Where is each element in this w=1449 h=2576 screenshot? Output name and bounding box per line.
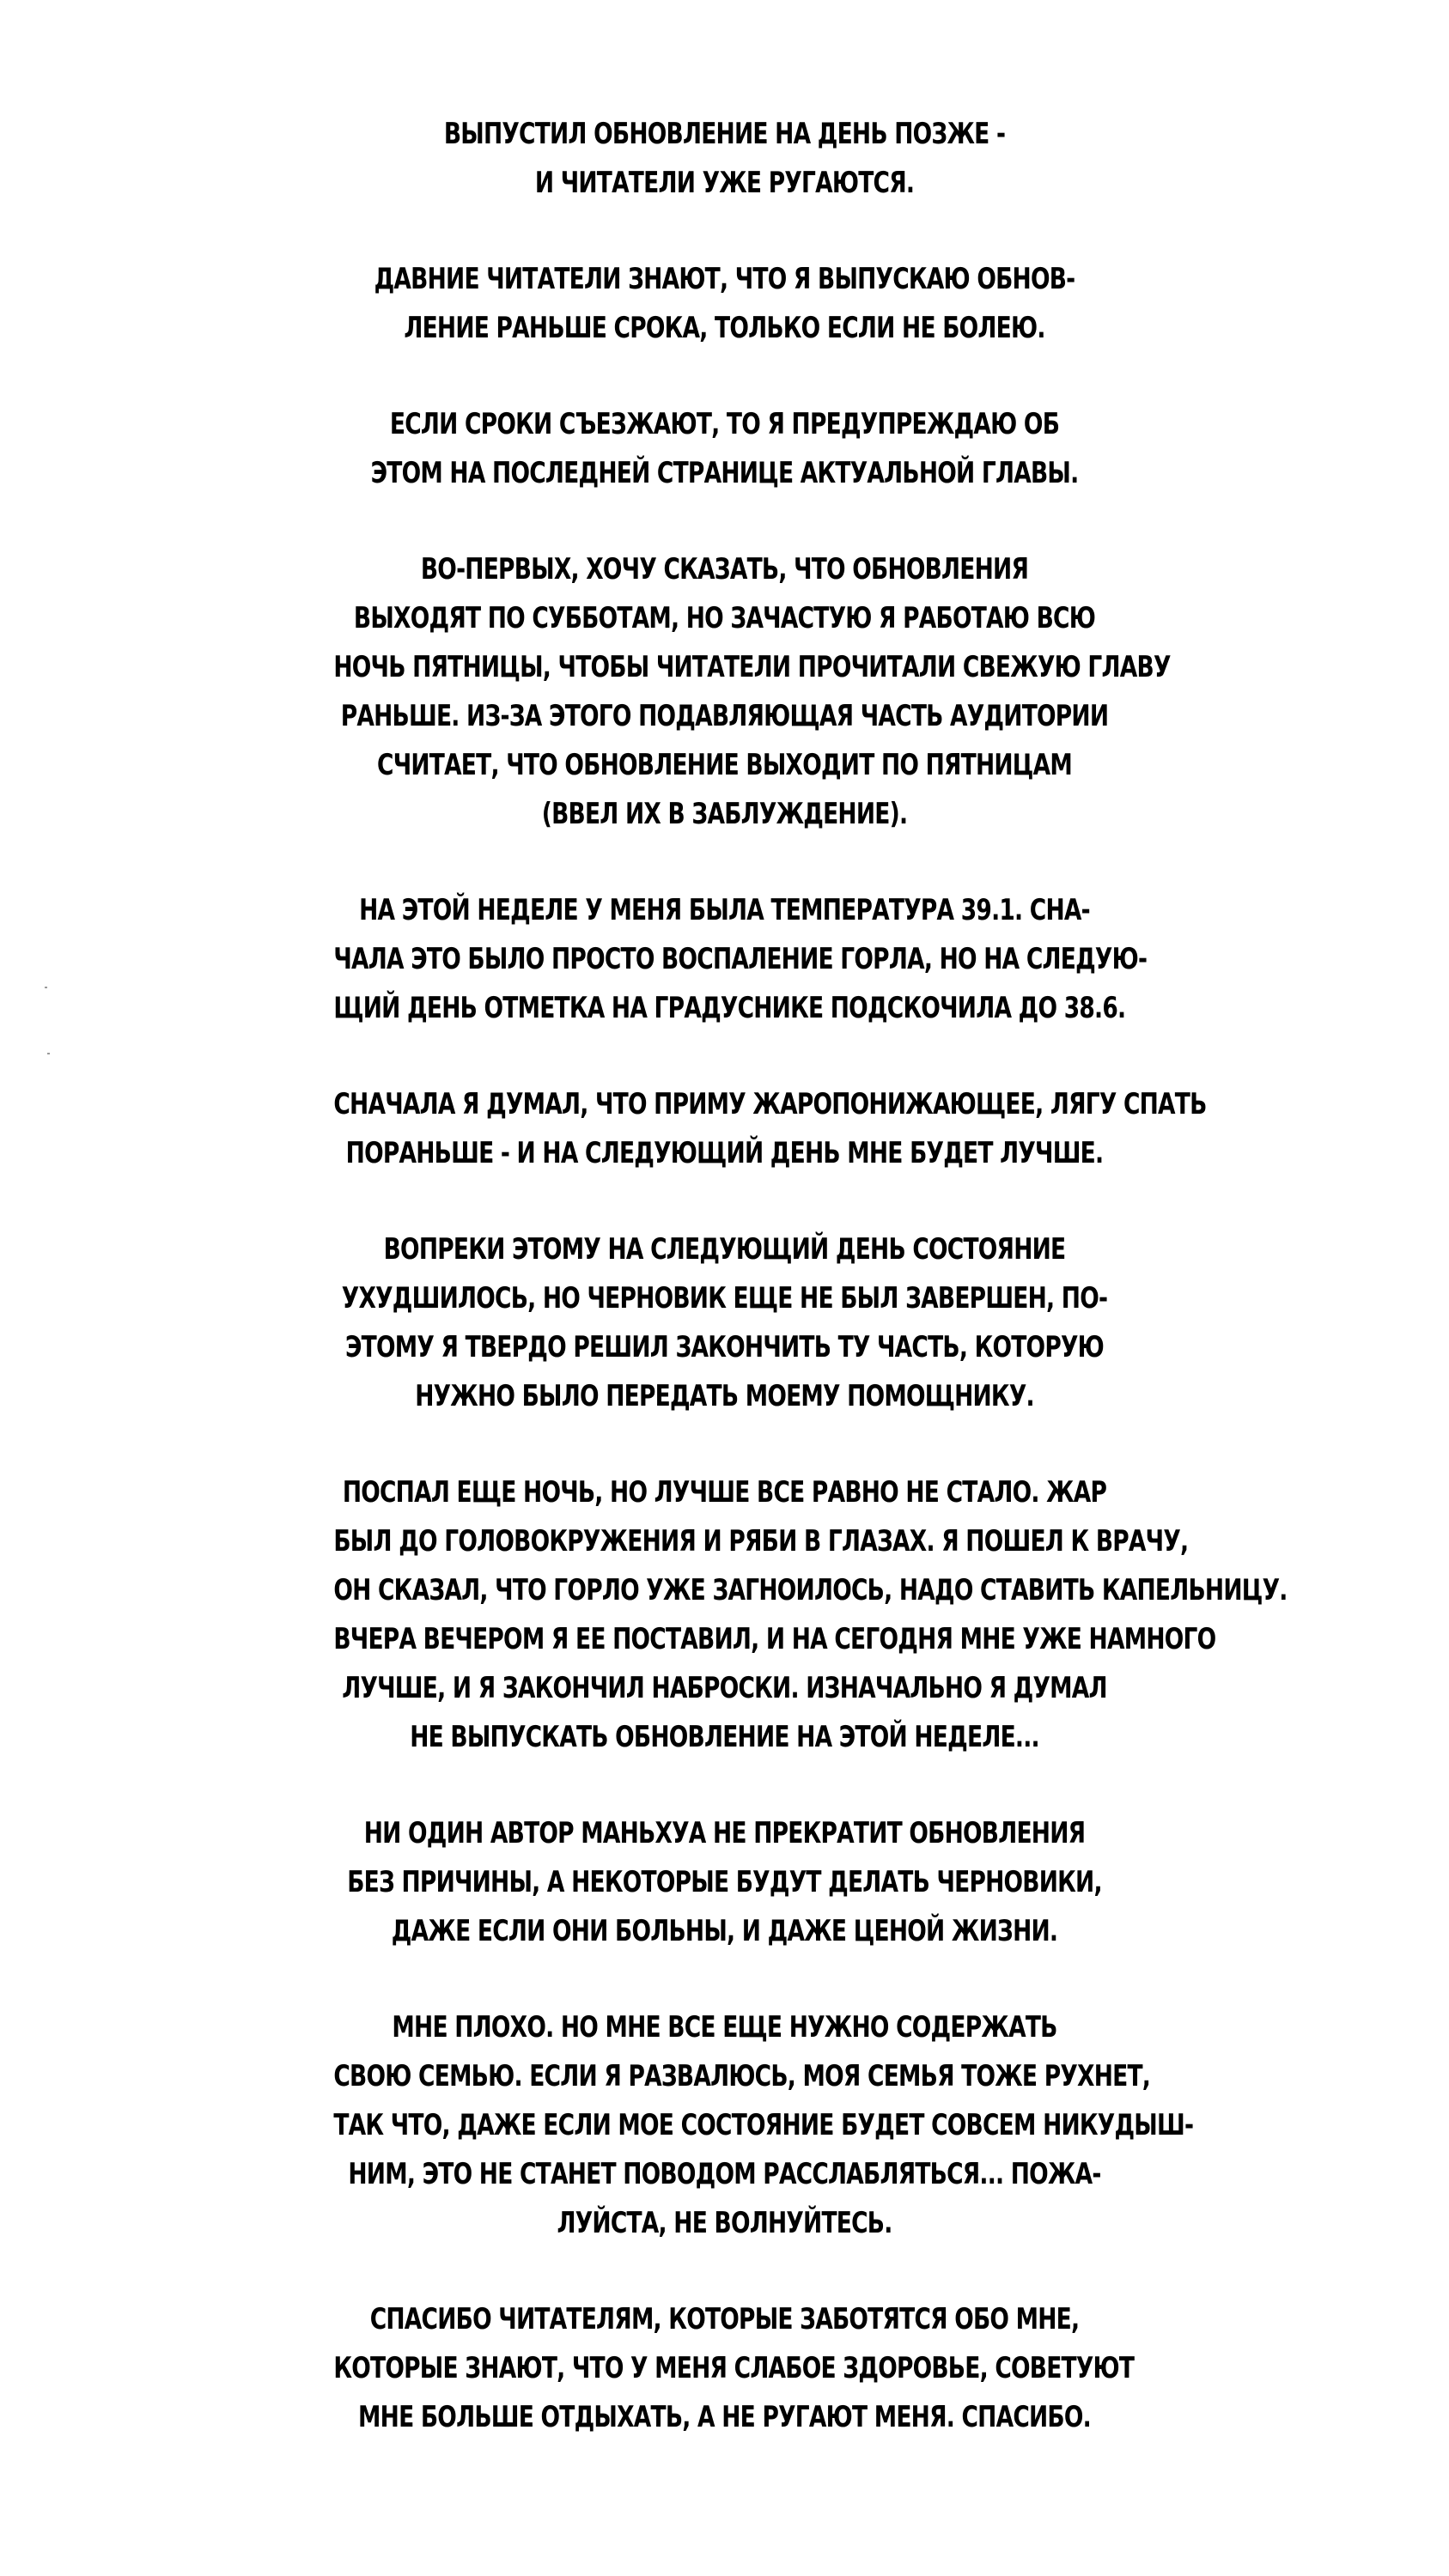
text-line: ВЫПУСТИЛ ОБНОВЛЕНИЕ НА ДЕНЬ ПОЗЖЕ - xyxy=(443,117,1006,151)
text-line: ДАВНИЕ ЧИТАТЕЛИ ЗНАЮТ, ЧТО Я ВЫПУСКАЮ ОБНОВ- xyxy=(374,262,1075,296)
text-line: СПАСИБО ЧИТАТЕЛЯМ, КОТОРЫЕ ЗАБОТЯТСЯ ОБО МНЕ, xyxy=(369,2302,1080,2336)
text-line: ЭТОМ НА ПОСЛЕДНЕЙ СТРАНИЦЕ АКТУАЛЬНОЙ ГЛАВЫ. xyxy=(370,456,1079,490)
text-line: БЕЗ ПРИЧИНЫ, А НЕКОТОРЫЕ БУДУТ ДЕЛАТЬ ЧЕРНОВИКИ, xyxy=(347,1865,1102,1899)
text-line: МНЕ БОЛЬШЕ ОТДЫХАТЬ, А НЕ РУГАЮТ МЕНЯ. СПАСИБО. xyxy=(358,2400,1091,2434)
paragraph xyxy=(333,400,1115,498)
text-line: ОН СКАЗАЛ, ЧТО ГОРЛО УЖЕ ЗАГНОИЛОСЬ, НАДО СТАВИТЬ КАПЕЛЬНИЦУ. xyxy=(333,1573,1288,1607)
text-line: ВОПРЕКИ ЭТОМУ НА СЛЕДУЮЩИЙ ДЕНЬ СОСТОЯНИЕ xyxy=(383,1232,1066,1267)
text-line: НА ЭТОЙ НЕДЕЛЕ У МЕНЯ БЫЛА ТЕМПЕРАТУРА 39.1. СНА- xyxy=(359,893,1090,927)
text-line: КОТОРЫЕ ЗНАЮТ, ЧТО У МЕНЯ СЛАБОЕ ЗДОРОВЬЕ, СОВЕТУЮТ xyxy=(333,2351,1135,2385)
text-line: НИ ОДИН АВТОР МАНЬХУА НЕ ПРЕКРАТИТ ОБНОВЛЕНИЯ xyxy=(363,1816,1086,1850)
paragraph xyxy=(333,545,1171,839)
text-line: ПОСПАЛ ЕЩЕ НОЧЬ, НО ЛУЧШЕ ВСЕ РАВНО НЕ СТАЛО. ЖАР xyxy=(342,1475,1107,1510)
paragraph xyxy=(333,1080,1207,1178)
text-line: ДАЖЕ ЕСЛИ ОНИ БОЛЬНЫ, И ДАЖЕ ЦЕНОЙ ЖИЗНИ. xyxy=(391,1914,1058,1948)
text-line: БЫЛ ДО ГОЛОВОКРУЖЕНИЯ И РЯБИ В ГЛАЗАХ. Я ПОШЕЛ К ВРАЧУ, xyxy=(333,1524,1189,1558)
scan-speck xyxy=(45,987,47,988)
text-line: НУЖНО БЫЛО ПЕРЕДАТЬ МОЕМУ ПОМОЩНИКУ. xyxy=(415,1379,1034,1413)
paragraph xyxy=(333,1809,1115,1956)
text-line: ЛУЧШЕ, И Я ЗАКОНЧИЛ НАБРОСКИ. ИЗНАЧАЛЬНО Я ДУМАЛ xyxy=(342,1671,1107,1705)
paragraph xyxy=(333,1468,1288,1762)
text-line: ВЧЕРА ВЕЧЕРОМ Я ЕЕ ПОСТАВИЛ, И НА СЕГОДНЯ МНЕ УЖЕ НАМНОГО xyxy=(333,1622,1216,1656)
paragraph xyxy=(333,255,1115,353)
text-line: ПОРАНЬШЕ - И НА СЛЕДУЮЩИЙ ДЕНЬ МНЕ БУДЕТ ЛУЧШЕ. xyxy=(345,1136,1104,1170)
text-line: ЛУЙСТА, НЕ ВОЛНУЙТЕСЬ. xyxy=(557,2206,892,2240)
paragraph xyxy=(333,2003,1194,2248)
paragraph xyxy=(333,886,1148,1033)
text-line: МНЕ ПЛОХО. НО МНЕ ВСЕ ЕЩЕ НУЖНО СОДЕРЖАТЬ xyxy=(392,2010,1057,2044)
text-line: ТАК ЧТО, ДАЖЕ ЕСЛИ МОЕ СОСТОЯНИЕ БУДЕТ СОВСЕМ НИКУДЫШ- xyxy=(333,2108,1194,2142)
paragraph xyxy=(333,2295,1135,2442)
text-line: НЕ ВЫПУСКАТЬ ОБНОВЛЕНИЕ НА ЭТОЙ НЕДЕЛЕ... xyxy=(410,1720,1039,1754)
text-line: ЩИЙ ДЕНЬ ОТМЕТКА НА ГРАДУСНИКЕ ПОДСКОЧИЛА ДО 38.6. xyxy=(333,991,1126,1025)
text-line: ВО-ПЕРВЫХ, ХОЧУ СКАЗАТЬ, ЧТО ОБНОВЛЕНИЯ xyxy=(420,552,1029,586)
text-line: СВОЮ СЕМЬЮ. ЕСЛИ Я РАЗВАЛЮСЬ, МОЯ СЕМЬЯ ТОЖЕ РУХНЕТ, xyxy=(333,2059,1151,2093)
author-note-text xyxy=(333,110,1288,2442)
text-line: (ВВЕЛ ИХ В ЗАБЛУЖДЕНИЕ). xyxy=(541,797,908,831)
text-line: ЭТОМУ Я ТВЕРДО РЕШИЛ ЗАКОНЧИТЬ ТУ ЧАСТЬ, КОТОРУЮ xyxy=(344,1330,1105,1364)
paragraph xyxy=(333,110,1115,208)
text-line: ЕСЛИ СРОКИ СЪЕЗЖАЮТ, ТО Я ПРЕДУПРЕЖДАЮ ОБ xyxy=(389,407,1060,441)
text-line: НОЧЬ ПЯТНИЦЫ, ЧТОБЫ ЧИТАТЕЛИ ПРОЧИТАЛИ СВЕЖУЮ ГЛАВУ xyxy=(333,650,1171,684)
text-line: НИМ, ЭТО НЕ СТАНЕТ ПОВОДОМ РАССЛАБЛЯТЬСЯ... ПОЖА- xyxy=(348,2157,1101,2191)
scan-speck xyxy=(47,1053,50,1054)
text-line: ЧАЛА ЭТО БЫЛО ПРОСТО ВОСПАЛЕНИЕ ГОРЛА, НО НА СЛЕДУЮ- xyxy=(333,942,1148,976)
text-line: ВЫХОДЯТ ПО СУББОТАМ, НО ЗАЧАСТУЮ Я РАБОТАЮ ВСЮ xyxy=(353,601,1096,635)
text-line: СНАЧАЛА Я ДУМАЛ, ЧТО ПРИМУ ЖАРОПОНИЖАЮЩЕЕ, ЛЯГУ СПАТЬ xyxy=(333,1087,1207,1121)
paragraph xyxy=(333,1225,1115,1421)
text-line: СЧИТАЕТ, ЧТО ОБНОВЛЕНИЕ ВЫХОДИТ ПО ПЯТНИЦАМ xyxy=(377,748,1072,782)
text-line: УХУДШИЛОСЬ, НО ЧЕРНОВИК ЕЩЕ НЕ БЫЛ ЗАВЕРШЕН, ПО- xyxy=(341,1281,1108,1315)
text-line: ЛЕНИЕ РАНЬШЕ СРОКА, ТОЛЬКО ЕСЛИ НЕ БОЛЕЮ. xyxy=(404,311,1045,345)
text-line: И ЧИТАТЕЛИ УЖЕ РУГАЮТСЯ. xyxy=(534,166,915,200)
text-line: РАНЬШЕ. ИЗ-ЗА ЭТОГО ПОДАВЛЯЮЩАЯ ЧАСТЬ АУДИТОРИИ xyxy=(340,699,1109,733)
